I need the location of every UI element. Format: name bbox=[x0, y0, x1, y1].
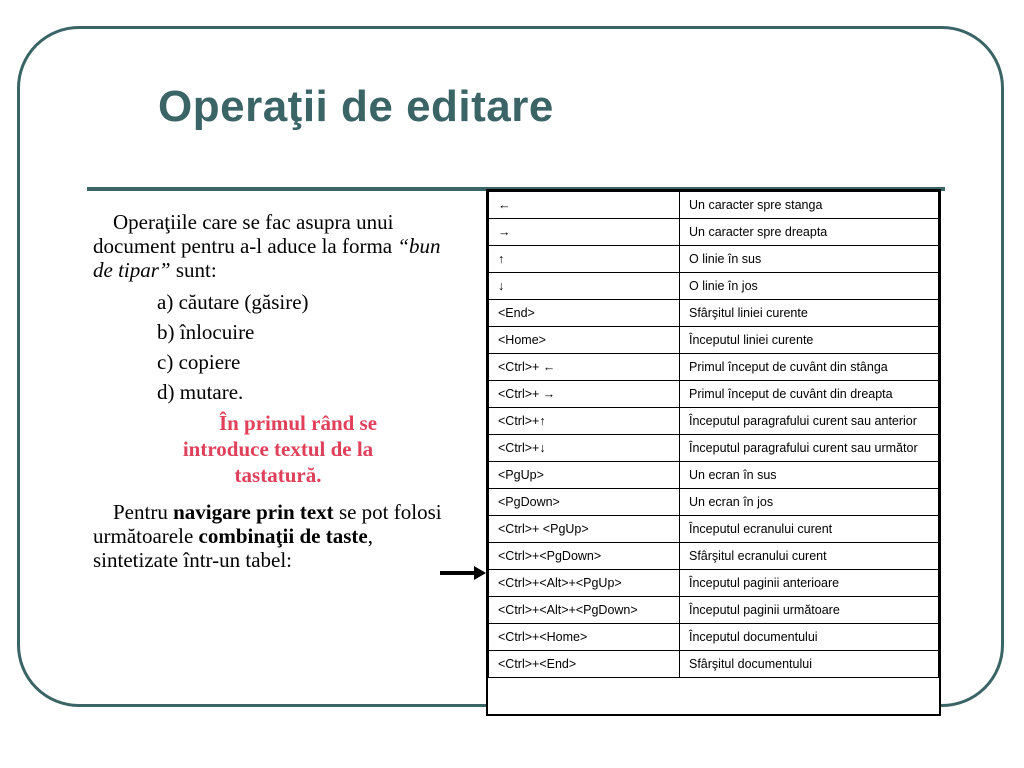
shortcut-row bbox=[489, 651, 939, 678]
nav-text: se pot folosi următoarele bbox=[93, 500, 442, 548]
shortcut-description: O linie în sus bbox=[680, 246, 939, 273]
highlight-note bbox=[93, 410, 463, 488]
shortcut-key: <Ctrl>+<Alt>+<PgDown> bbox=[489, 597, 680, 624]
shortcut-key: ← bbox=[489, 192, 680, 219]
shortcut-description: Primul început de cuvânt din stânga bbox=[680, 354, 939, 381]
shortcut-row bbox=[489, 570, 939, 597]
shortcut-row bbox=[489, 246, 939, 273]
intro-paragraph bbox=[93, 210, 463, 282]
shortcut-key: <End> bbox=[489, 300, 680, 327]
shortcut-row bbox=[489, 408, 939, 435]
shortcut-description: Începutul ecranului curent bbox=[680, 516, 939, 543]
shortcuts-table bbox=[486, 189, 941, 716]
list-item: b) înlocuire bbox=[157, 320, 255, 344]
shortcut-description: Începutul paragrafului curent sau anterior bbox=[680, 408, 939, 435]
highlight-line: introduce textul de la bbox=[182, 437, 374, 461]
shortcut-row bbox=[489, 597, 939, 624]
shortcut-key: <Ctrl>+ <PgUp> bbox=[489, 516, 680, 543]
shortcut-key: <Ctrl>+<Alt>+<PgUp> bbox=[489, 570, 680, 597]
nav-bold: navigare prin text bbox=[173, 500, 334, 524]
shortcut-key: ↓ bbox=[489, 273, 680, 300]
shortcut-row bbox=[489, 543, 939, 570]
shortcut-row bbox=[489, 489, 939, 516]
shortcut-row bbox=[489, 381, 939, 408]
shortcut-row bbox=[489, 192, 939, 219]
shortcut-row bbox=[489, 219, 939, 246]
shortcut-key: → bbox=[489, 219, 680, 246]
shortcut-row bbox=[489, 354, 939, 381]
intro-end: sunt: bbox=[170, 258, 217, 282]
shortcut-key: <Ctrl>+<Home> bbox=[489, 624, 680, 651]
shortcut-key: <Ctrl>+↑ bbox=[489, 408, 680, 435]
list-item: c) copiere bbox=[157, 350, 241, 374]
shortcut-row bbox=[489, 516, 939, 543]
shortcut-description: Începutul liniei curente bbox=[680, 327, 939, 354]
nav-bold: combinaţii de taste bbox=[198, 524, 368, 548]
shortcut-description: Un ecran în sus bbox=[680, 462, 939, 489]
shortcut-description: Un ecran în jos bbox=[680, 489, 939, 516]
nav-text: Pentru bbox=[113, 500, 174, 524]
shortcut-key: ↑ bbox=[489, 246, 680, 273]
shortcut-description: Începutul paginii anterioare bbox=[680, 570, 939, 597]
shortcut-key: <Home> bbox=[489, 327, 680, 354]
shortcut-description: Sfârşitul liniei curente bbox=[680, 300, 939, 327]
shortcut-description: Primul început de cuvânt din dreapta bbox=[680, 381, 939, 408]
shortcut-description: Un caracter spre dreapta bbox=[680, 219, 939, 246]
slide-title: Operaţii de editare bbox=[158, 82, 554, 131]
nav-text: , sintetizate într-un tabel: bbox=[93, 524, 373, 572]
shortcut-key: <PgDown> bbox=[489, 489, 680, 516]
list-item: a) căutare (găsire) bbox=[157, 290, 309, 314]
shortcut-key: <Ctrl>+<PgDown> bbox=[489, 543, 680, 570]
shortcut-row bbox=[489, 624, 939, 651]
shortcut-row bbox=[489, 300, 939, 327]
shortcut-description: Un caracter spre stanga bbox=[680, 192, 939, 219]
shortcut-description: Începutul paginii următoare bbox=[680, 597, 939, 624]
highlight-line: În primul rând se bbox=[218, 411, 378, 435]
shortcut-description: Începutul documentului bbox=[680, 624, 939, 651]
slide-body bbox=[93, 210, 463, 572]
shortcut-description: O linie în jos bbox=[680, 273, 939, 300]
shortcut-key: <Ctrl>+↓ bbox=[489, 435, 680, 462]
shortcut-row bbox=[489, 435, 939, 462]
shortcut-row bbox=[489, 273, 939, 300]
shortcut-key: <Ctrl>+ → bbox=[489, 381, 680, 408]
navigation-paragraph bbox=[93, 500, 463, 572]
shortcut-key: <Ctrl>+ ← bbox=[489, 354, 680, 381]
highlight-line: tastatură. bbox=[234, 463, 322, 487]
shortcut-description: Sfârşitul ecranului curent bbox=[680, 543, 939, 570]
list-item: d) mutare. bbox=[157, 380, 244, 404]
shortcuts-table-body bbox=[489, 192, 939, 678]
shortcut-row bbox=[489, 327, 939, 354]
pointer-arrow-icon bbox=[440, 566, 486, 580]
intro-text: Operaţiile care se fac asupra unui document pentru a-l aduce la forma bbox=[93, 210, 398, 258]
shortcut-description: Începutul paragrafului curent sau următor bbox=[680, 435, 939, 462]
intro-italic: “bun de tipar” bbox=[93, 234, 441, 282]
shortcut-row bbox=[489, 462, 939, 489]
shortcut-key: <Ctrl>+<End> bbox=[489, 651, 680, 678]
shortcut-description: Sfârşitul documentului bbox=[680, 651, 939, 678]
shortcut-key: <PgUp> bbox=[489, 462, 680, 489]
